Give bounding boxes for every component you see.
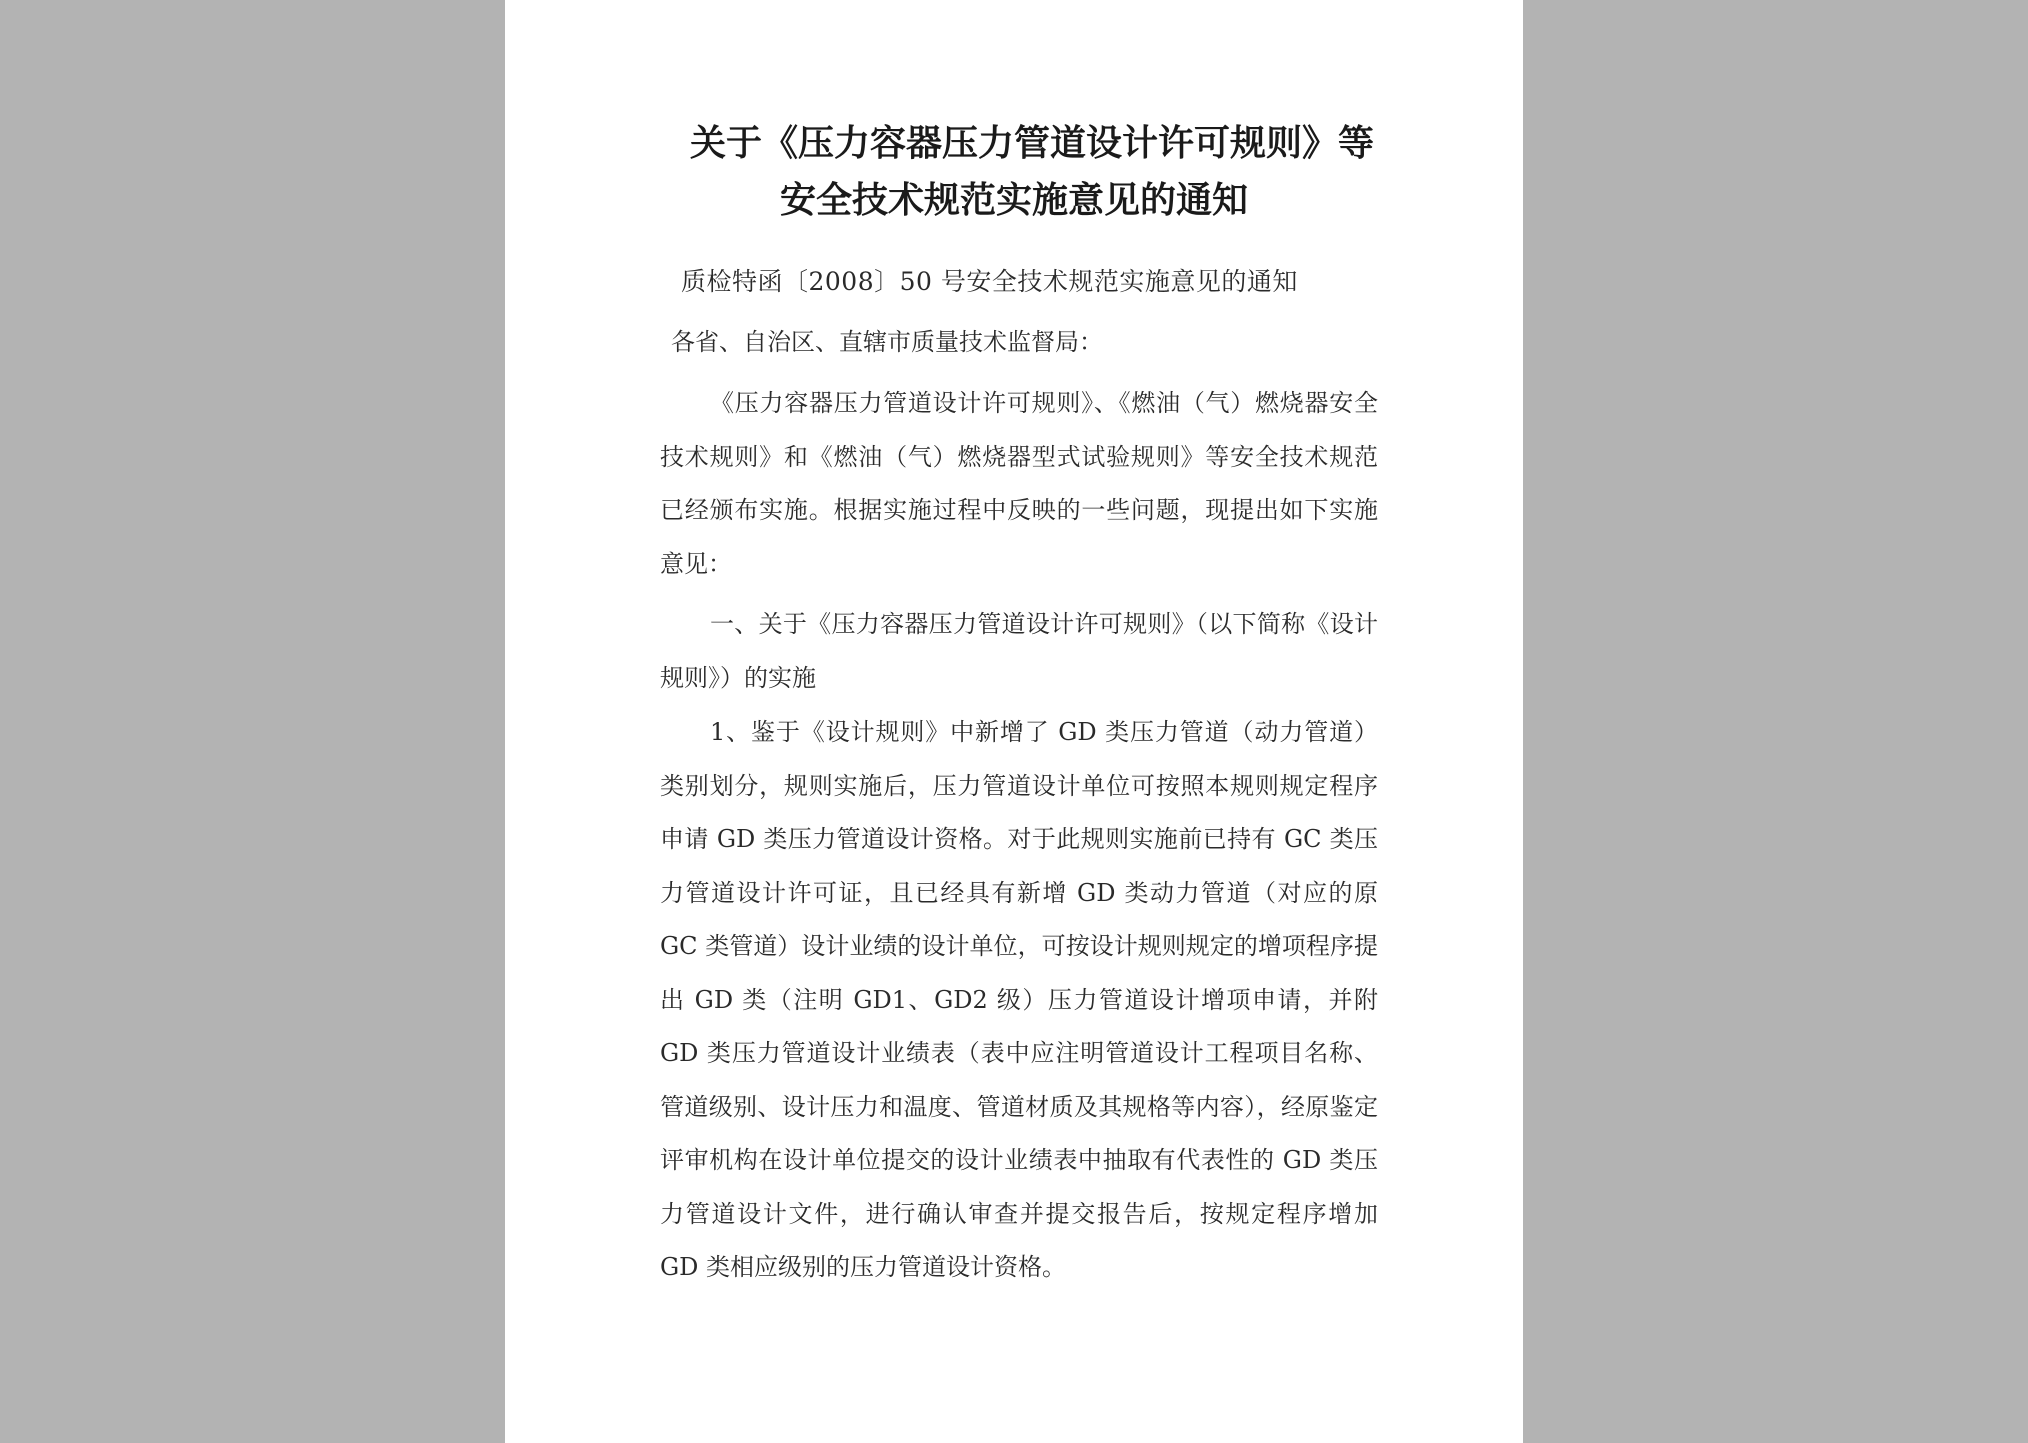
paragraph-intro: 《压力容器压力管道设计许可规则》、《燃油（气）燃烧器安全技术规则》和《燃油（气）燃烧器型式试验规则》等安全技术规范已经颁布实施。根据实施过程中反映的一些问题，现提出如下实施意见：: [660, 389, 1378, 578]
document-number: 质检特函〔2008〕50 号安全技术规范实施意见的通知: [681, 267, 1298, 296]
title-line-1: 关于《压力容器压力管道设计许可规则》等: [689, 122, 1374, 164]
document-page: [505, 0, 1523, 1443]
paragraph-section-heading: 一、关于《压力容器压力管道设计许可规则》（以下简称《设计规则》）的实施: [660, 610, 1378, 692]
paragraph-item-1: 1、鉴于《设计规则》中新增了 GD 类压力管道（动力管道）类别划分，规则实施后，压力管道设计单位可按照本规则规定程序申请 GD 类压力管道设计资格。对于此规则实施前已持有 GC 类压力管道设计许可证，且已经具有新增 GD 类动力管道（对应的原 GC 类管道）设计业绩的设计单位，可按设计规则规定的增项程序提出 GD 类（注明 GD1、GD2 级）压力管道设计增项申请，并附 GD 类压力管道设计业绩表（表中应注明管道设计工程项目名称、管道级别、设计压力和温度、管道材质及其规格等内容），经原鉴定评审机构在设计单位提交的设计业绩表中抽取有代表性的 GD 类压力管道设计文件，进行确认审查并提交报告后，按规定程序增加 GD 类相应级别的压力管道设计资格。: [660, 718, 1378, 1281]
title-line-2: 安全技术规范实施意见的通知: [779, 179, 1248, 221]
document-title: [505, 115, 1523, 229]
recipient-line: 各省、自治区、直辖市质量技术监督局：: [671, 328, 1103, 356]
